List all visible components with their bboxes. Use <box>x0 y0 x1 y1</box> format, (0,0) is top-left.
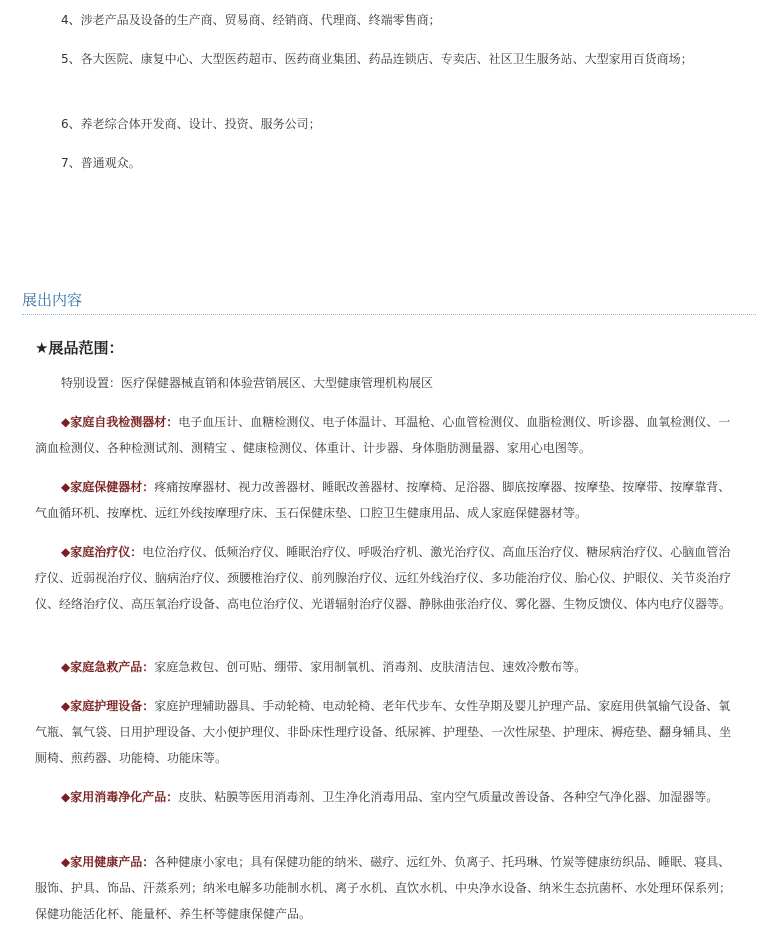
category-label: ◆家用健康产品： <box>61 855 155 869</box>
category-self-test <box>35 409 740 461</box>
category-text: 各种健康小家电；具有保健功能的纳米、磁疗、远红外、负离子、托玛琳、竹炭等健康纺织品、睡眠、寝具、服饰、护具、饰品、汗蒸系列；纳米电解多功能制水机、离子水机、直饮水机、中央净水设备、纳米生态抗菌杯、水处理环保系列；保健功能活化杯、能量杯、养生杯等健康保健产品。 <box>35 855 732 921</box>
category-disinfection <box>35 784 740 810</box>
category-health-products <box>35 849 740 927</box>
category-label: ◆家庭保健器材： <box>61 480 155 494</box>
category-label: ◆家用消毒净化产品： <box>61 790 179 804</box>
special-setting: 特别设置：医疗保健器械直销和体验营销展区、大型健康管理机构展区 <box>61 376 434 390</box>
category-therapy <box>35 539 740 617</box>
category-label: ◆家庭护理设备： <box>61 699 155 713</box>
category-first-aid <box>35 654 740 680</box>
category-text: 电位治疗仪、低频治疗仪、睡眠治疗仪、呼吸治疗机、激光治疗仪、高血压治疗仪、糖尿病治疗仪、心脑血管治疗仪、近弱视治疗仪、脑病治疗仪、颈腰椎治疗仪、前列腺治疗仪、远红外线治疗仪、多功能治疗仪、胎心仪、护眼仪、关节炎治疗仪、经络治疗仪、高压氧治疗设备、高电位治疗仪、光谱辐射治疗仪器、静脉曲张治疗仪、雾化器、生物反馈仪、体内电疗仪器等。 <box>35 545 732 611</box>
section-title: 展出内容 <box>22 291 83 309</box>
category-text: 家庭急救包、创可贴、绷带、家用制氧机、消毒剂、皮肤清洁包、速效冷敷布等。 <box>154 660 587 674</box>
category-nursing <box>35 693 740 771</box>
category-text: 电子血压计、血糖检测仪、电子体温计、耳温枪、心血管检测仪、血脂检测仪、听诊器、血氧检测仪、一滴血检测仪、各种检测试剂、测精宝 、健康检测仪、体重计、计步器、身体脂肪测量器、家用心电图等。 <box>35 415 731 455</box>
section-divider <box>22 314 756 315</box>
audience-item-4: 4、涉老产品及设备的生产商、贸易商、经销商、代理商、终端零售商； <box>61 13 441 27</box>
category-text: 疼痛按摩器材、视力改善器材、睡眠改善器材、按摩椅、足浴器、脚底按摩器、按摩垫、按摩带、按摩靠背、气血循环机、按摩枕、远红外线按摩理疗床、玉石保健床垫、口腔卫生健康用品、成人家庭保健器材等。 <box>35 480 731 520</box>
audience-item-5: 5、各大医院、康复中心、大型医药超市、医药商业集团、药品连锁店、专卖店、社区卫生服务站、大型家用百货商场； <box>61 52 693 66</box>
category-text: 家庭护理辅助器具、手动轮椅、电动轮椅、老年代步车、女性孕期及婴儿护理产品、家庭用供氧输气设备、氧气瓶、氧气袋、日用护理设备、大小便护理仪、非卧床性理疗设备、纸尿裤、护理垫、一次性尿垫、护理床、褥疮垫、翻身辅具、坐厕椅、煎药器、功能椅、功能床等。 <box>35 699 732 765</box>
range-title: ★展品范围： <box>35 339 124 357</box>
category-label: ◆家庭治疗仪： <box>61 545 143 559</box>
audience-item-7: 7、普通观众。 <box>61 156 141 170</box>
category-label: ◆家庭急救产品： <box>61 660 155 674</box>
category-health-care <box>35 474 740 526</box>
category-label: ◆家庭自我检测器材： <box>61 415 179 429</box>
category-text: 皮肤、粘膜等医用消毒剂、卫生净化消毒用品、室内空气质量改善设备、各种空气净化器、加湿器等。 <box>178 790 719 804</box>
audience-item-6: 6、养老综合体开发商、设计、投资、服务公司； <box>61 117 321 131</box>
